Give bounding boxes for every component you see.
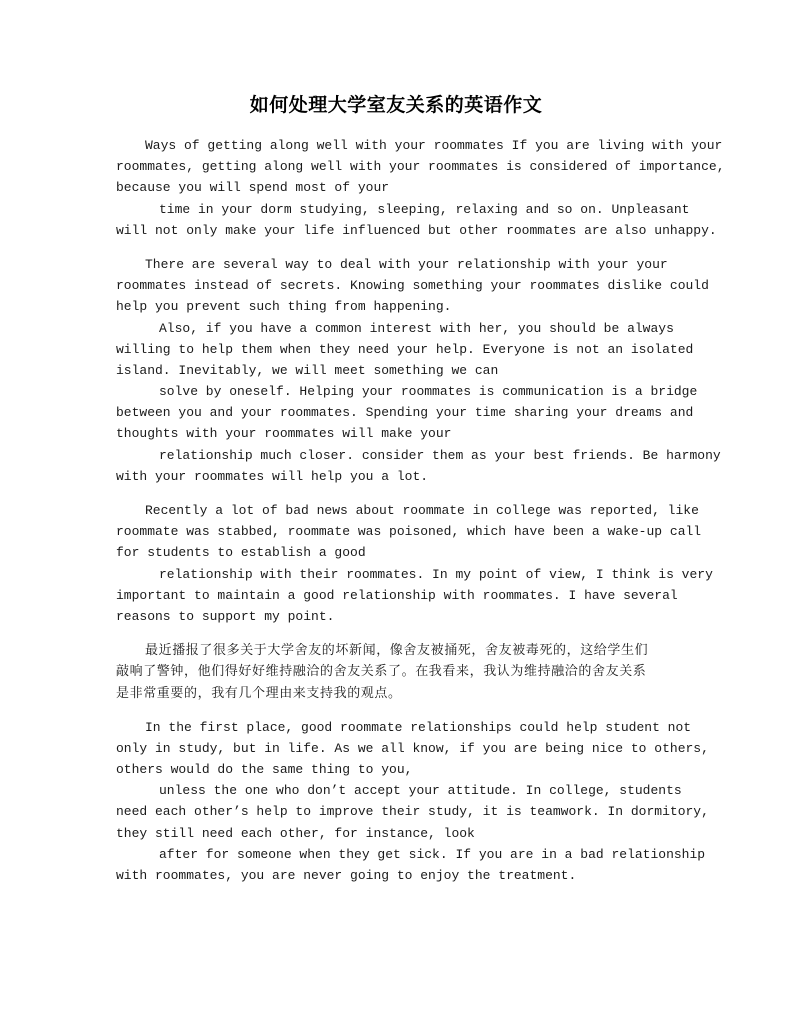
paragraph-line-chinese: 敲响了警钟，他们得好好维持融洽的舍友关系了。在我看来，我认为维持融洽的舍友关系 xyxy=(116,664,647,680)
paragraph-line: relationship much closer. consider them as your best friends. Be harmony xyxy=(159,447,721,463)
paragraph-line: will not only make your life influenced but other roommates are also unhappy. xyxy=(116,222,717,238)
paragraph-line: reasons to support my point. xyxy=(116,608,335,624)
paragraph-line: Recently a lot of bad news about roommate in college was reported, like xyxy=(145,503,699,518)
paragraph-line: Also, if you have a common interest with her, you should be always xyxy=(159,320,674,336)
paragraph-gap xyxy=(116,704,676,717)
document-title: 如何处理大学室友关系的英语作文 xyxy=(249,94,543,116)
paragraph-line: roommates instead of secrets. Knowing something your roommates dislike could xyxy=(116,278,709,294)
paragraph-line: willing to help them when they need your help. Everyone is not an isolated xyxy=(116,341,694,357)
paragraph-line: In the first place, good roommate relationships could help student not xyxy=(145,719,692,735)
paragraph-line: There are several way to deal with your relationship with your your xyxy=(145,256,668,272)
paragraph-line-chinese: 是非常重要的，我有几个理由来支持我的观点。 xyxy=(116,685,402,701)
paragraph-line: Ways of getting along well with your roommates If you are living with your xyxy=(145,138,723,153)
paragraph-gap xyxy=(116,487,676,500)
paragraph-gap xyxy=(116,627,676,640)
paragraph-line: only in study, but in life. As we all know, if you are being nice to others, xyxy=(116,740,709,756)
paragraph-line: help you prevent such thing from happening. xyxy=(116,299,452,315)
paragraph-line: after for someone when they get sick. If you are in a bad relationship xyxy=(159,846,706,862)
paragraph-line: roommate was stabbed, roommate was poisoned, which have been a wake-up call xyxy=(116,524,702,540)
paragraph-line: thoughts with your roommates will make your xyxy=(116,426,452,442)
paragraph-line: island. Inevitably, we will meet something we can xyxy=(116,362,499,378)
paragraph-gap xyxy=(116,241,676,254)
paragraph-line: need each other’s help to improve their study, it is teamwork. In dormitory, xyxy=(116,804,709,820)
paragraph-line: relationship with their roommates. In my point of view, I think is very xyxy=(159,566,713,582)
paragraph-line-chinese: 最近播报了很多关于大学舍友的坏新闻，像舍友被捅死，舍友被毒死的，这给学生们 xyxy=(145,643,649,659)
paragraph-line: important to maintain a good relationship with roommates. I have several xyxy=(116,587,678,603)
paragraph-line: with roommates, you are never going to enjoy the treatment. xyxy=(116,868,577,883)
paragraph-line: roommates, getting along well with your roommates is considered of importance, xyxy=(116,159,725,175)
paragraph-line: they still need each other, for instance, look xyxy=(116,825,475,841)
paragraph-line: time in your dorm studying, sleeping, relaxing and so on. Unpleasant xyxy=(159,201,690,217)
paragraph-line: because you will spend most of your xyxy=(116,180,390,196)
paragraph-line: unless the one who don’t accept your attitude. In college, students xyxy=(159,783,682,799)
document-body xyxy=(116,135,725,886)
paragraph-line: for students to establish a good xyxy=(116,545,366,561)
paragraph-line: solve by oneself. Helping your roommates is communication is a bridge xyxy=(159,384,698,400)
paragraph-line: with your roommates will help you a lot. xyxy=(116,468,429,484)
paragraph-line: others would do the same thing to you, xyxy=(116,762,413,778)
paragraph-line: between you and your roommates. Spending your time sharing your dreams and xyxy=(116,405,694,421)
